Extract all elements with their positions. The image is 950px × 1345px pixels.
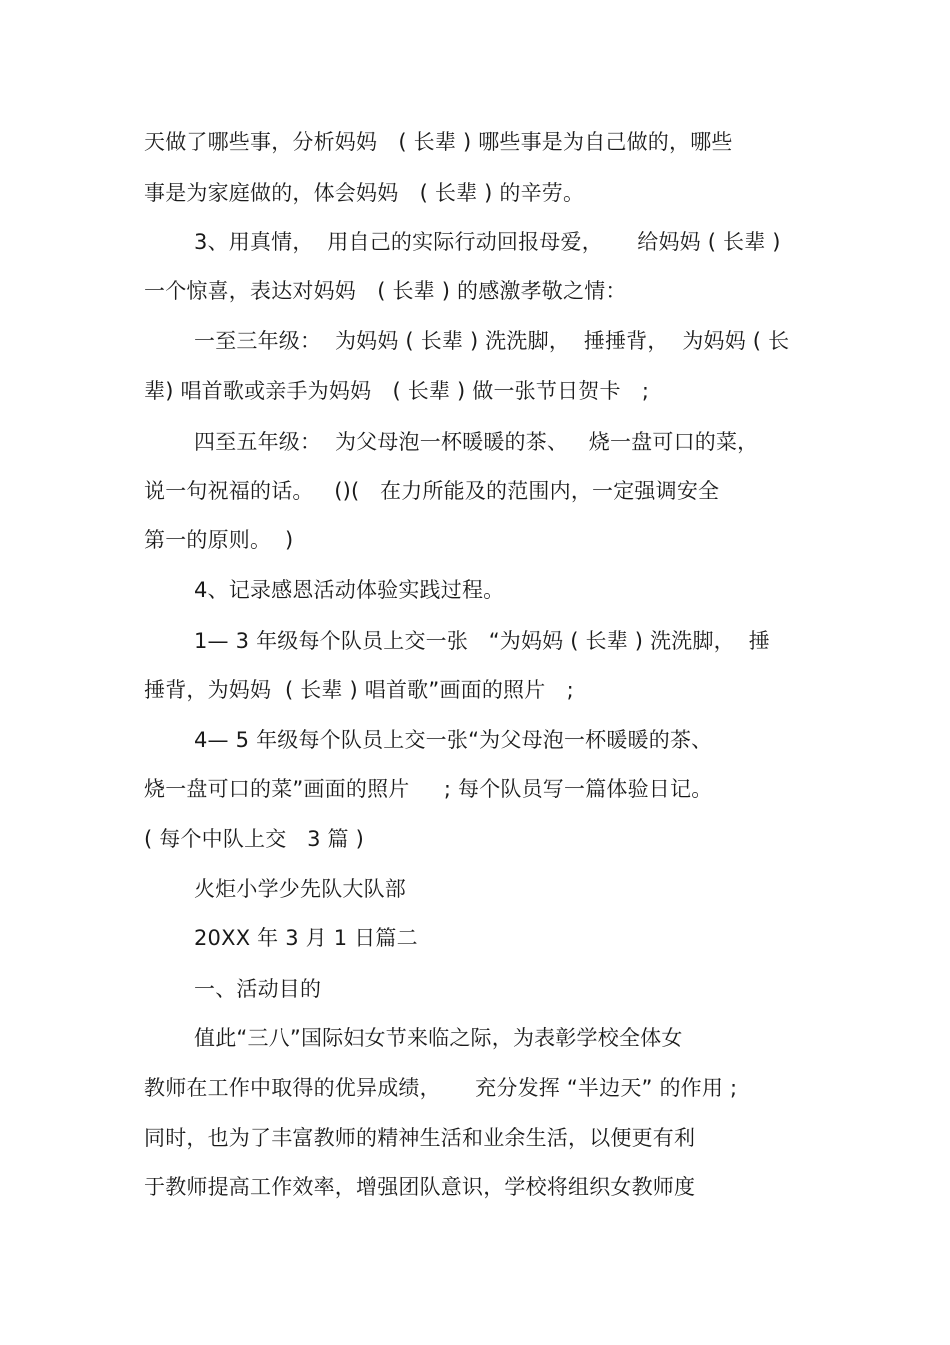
text-line: 一至三年级： 为妈妈 ( 长辈 ) 洗洗脚， 捶捶背， 为妈妈 ( 长	[194, 329, 790, 353]
section-heading: 一、活动目的	[194, 977, 322, 1001]
signature-date: 20XX 年 3 月 1 日篇二	[194, 926, 418, 950]
text-line: ( 每个中队上交 3 篇 )	[144, 827, 364, 851]
text-line: 辈) 唱首歌或亲手为妈妈 ( 长辈 ) 做一张节日贺卡 ;	[144, 379, 650, 403]
text-line: 一个惊喜，表达对妈妈 ( 长辈 ) 的感激孝敬之情：	[144, 279, 627, 303]
text-line: 1— 3 年级每个队员上交一张 “为妈妈 ( 长辈 ) 洗洗脚， 捶	[194, 629, 770, 653]
text-line: 说一句祝福的话。 ()( 在力所能及的范围内，一定强调安全	[144, 479, 720, 503]
text-line: 于教师提高工作效率，增强团队意识，学校将组织女教师度	[144, 1175, 696, 1199]
text-line: 第一的原则。 )	[144, 528, 294, 552]
text-line: 四至五年级： 为父母泡一杯暖暖的茶、 烧一盘可口的菜，	[194, 430, 759, 454]
text-line: 值此“三八”国际妇女节来临之际，为表彰学校全体女	[194, 1026, 683, 1050]
text-line: 天做了哪些事，分析妈妈 ( 长辈 ) 哪些事是为自己做的，哪些	[144, 130, 733, 154]
text-line: 教师在工作中取得的优异成绩， 充分发挥 “半边天” 的作用 ;	[144, 1076, 738, 1100]
text-line: 4、记录感恩活动体验实践过程。	[194, 578, 505, 602]
text-line: 捶背，为妈妈 ( 长辈 ) 唱首歌”画面的照片 ;	[144, 678, 574, 702]
text-line: 3、用真情， 用自己的实际行动回报母爱， 给妈妈 ( 长辈 )	[194, 230, 781, 254]
text-line: 烧一盘可口的菜”画面的照片 ; 每个队员写一篇体验日记。	[144, 777, 713, 801]
text-line: 同时，也为了丰富教师的精神生活和业余生活，以便更有利	[144, 1126, 696, 1150]
signature-organization: 火炬小学少先队大队部	[194, 877, 406, 901]
text-line: 事是为家庭做的，体会妈妈 ( 长辈 ) 的辛劳。	[144, 181, 585, 205]
text-line: 4— 5 年级每个队员上交一张“为父母泡一杯暖暖的茶、	[194, 728, 713, 752]
